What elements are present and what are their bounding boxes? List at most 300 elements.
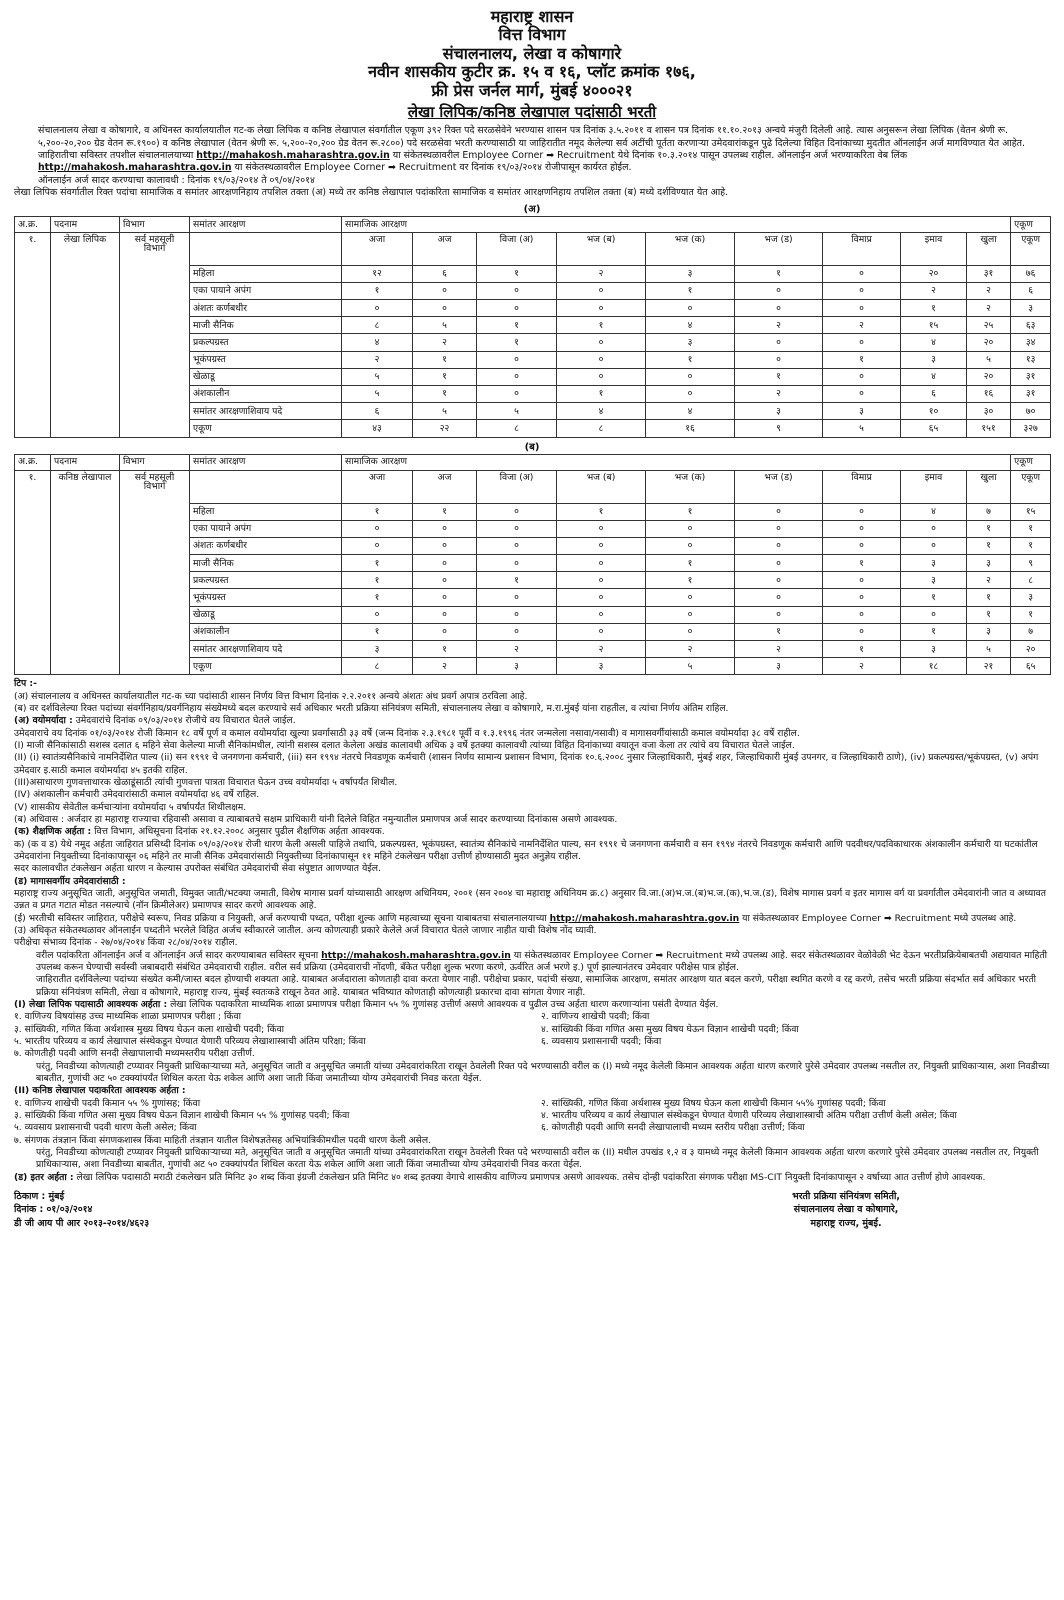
value-cell: २ — [823, 658, 901, 675]
value-cell: ३ — [901, 555, 967, 572]
value-cell: ० — [823, 537, 901, 554]
directorate: संचालनालय, लेखा व कोषागारे — [442, 43, 622, 63]
value-cell: १ — [646, 351, 735, 368]
category-header-row — [15, 470, 1051, 503]
list-item: ७. संगणक तंत्रज्ञान किंवा संगणकशास्त्र किंवा माहिती तंत्रज्ञान यातील विशेषज्ञतेसह अभियांत्रिकीमधील पदवी धारण केली असेल. — [14, 1134, 432, 1146]
value-cell: ४ — [557, 403, 646, 420]
note: (I) माजी सैनिकांसाठी सशस्त्र दलात ६ महिने सेवा केलेल्या माजी सैनिकांमधील, त्यांनी सशस्त्र दलात केलेला अखंड कालावधी अधिक ३ वर्षे इतक्या कालावधी त्यांच्या विहित दिनांकाच्या वयातून वजा केला तर त्यांचे वय विचारात घेतले जाईल. — [14, 740, 795, 752]
value-cell: १ — [646, 555, 735, 572]
website-link[interactable]: http://mahakosh.maharashtra.gov.in — [196, 150, 390, 162]
value-cell: ३ — [646, 334, 735, 351]
table-a-label: (अ) — [523, 203, 541, 215]
category-header: इमाव — [901, 232, 967, 265]
value-cell: ९ — [735, 420, 823, 437]
value-cell: ० — [735, 606, 823, 623]
parallel-reservation-header: समांतर आरक्षण — [190, 216, 342, 232]
category-header: अजा — [342, 470, 413, 503]
value-cell: ० — [413, 300, 477, 317]
value-cell: १८ — [901, 658, 967, 675]
value-cell: ३ — [967, 623, 1011, 640]
value-cell: १ — [735, 265, 823, 282]
value-cell: २ — [967, 572, 1011, 589]
value-cell: १ — [413, 641, 477, 658]
value-cell: १ — [823, 351, 901, 368]
value-cell: १५ — [901, 317, 967, 334]
age-heading: (अ) वयोमर्यादा : — [14, 715, 73, 727]
value-cell: ५ — [823, 420, 901, 437]
value-cell: ० — [477, 623, 557, 640]
value-cell: ० — [823, 503, 901, 520]
row-label: महिला — [190, 265, 342, 282]
category-header: भज (ड) — [735, 470, 823, 503]
value-cell: ३० — [967, 403, 1011, 420]
value-cell: १ — [823, 555, 901, 572]
note: वरील पदांकरिता ऑनलाईन अर्ज व ऑनलाईन अर्ज सादर करण्याबाबत सविस्तर सूचना http://mahakosh.maharashtra.gov.in या संकेतस्थळावर Employee Corner ➡ Recruitment मध्ये उपलब्ध आहे. सदर संकेतस्थळावर वेळोवेळी भेट देऊन भरतीप्रक्रियेबाबतची अद्ययावत माहिती उपलब्ध करून घेण्याची सर्वस्वी जबाबदारी संबंधित उमेदवाराची राहील. वरील सर्व प्रक्रिया (उमेदवाराची नोंदणी, बँकेत परीक्षा शुल्क भरणा करणे, ऊर्वरित अर्ज भरणे इ.) पूर्ण झाल्यानंतरच उमेदवार परीक्षेस पात्र होईल. — [36, 949, 1047, 973]
row-label: अंशकालीन — [190, 623, 342, 640]
value-cell: ० — [646, 623, 735, 640]
list-item: ३. सांख्यिकी किंवा गणित असा मुख्य विषय घेऊन विज्ञान शाखेची किमान ५५ % गुणांसह पदवी; किंवा — [14, 1109, 350, 1121]
value-cell: ० — [646, 520, 735, 537]
value-cell: ४ — [901, 368, 967, 385]
value-cell: ० — [557, 572, 646, 589]
category-header: भज (क) — [646, 470, 735, 503]
value-cell: ० — [823, 282, 901, 299]
value-cell: १ — [477, 265, 557, 282]
value-cell: १ — [413, 351, 477, 368]
value-cell: ० — [557, 282, 646, 299]
note: (ब) वर दर्शविलेल्या रिक्त पदांच्या संवर्गनिहाय/प्रवर्गनिहाय संख्येमध्ये बदल करण्याचे सर्व अधिकार भरती प्रक्रिया संनियंत्रण समिती, संचालनालय लेखा व कोषागारे, म.रा.मुंबई यांना राहतील, व त्यांचा निर्णय अंतिम राहिल. — [14, 703, 729, 715]
accountant-qualification-heading: (II) कनिष्ठ लेखापाल पदाकरिता आवश्यक अर्हता : — [14, 1085, 186, 1097]
notes: टिप :- (अ) संचालनालय व अधिनस्त कार्यालयातील गट-क च्या पदांसाठी शासन निर्णय वित्त विभाग दिनांक २.२.२०११ अन्वये अंशतः अंध प्रवर्ग अपात्र ठरविला आहे. (ब) वर दर्शविलेल्या रिक्त पदांच्या संवर्गनिहाय/प्रवर्गनिहाय संख्येमध्ये बदल करण्याचे सर्व अधिकार भरती प्रक्रिया संनियंत्रण समिती, संचालनालय लेखा व कोषागारे, म.रा.मुंबई यांना राहतील, व त्यांचा निर्णय अंतिम राहिल. (अ) वयोमर्यादा : उमेदवारांचे दिनांक ०९/०३/२०१४ रोजीचे वय विचारात घेतले जाईल. उमेदवाराचे वय दिनांक ०१/०३/२०१४ रोजी किमान १८ वर्षे पूर्ण व कमाल वयोमर्यादा खुल्या प्रवर्गासाठी ३३ वर्षे (जन्म दिनांक २.३.१९८१ पूर्वी व १.३.१९९६ नंतर जन्मलेला नसावा/नसावी) व मागासवर्गीयांसाठी कमाल वयोमर्यादा ३८ वर्षे राहील. (I) माजी सैनिकांसाठी सशस्त्र दलात ६ महिने सेवा केलेल्या माजी सैनिकांमधील, त्यांनी सशस्त्र दलात केलेला अखंड कालावधी अधिक ३ वर्षे इतक्या कालावधी त्यांच्या विहित दिनांकाच्या वयातून वजा केला तर त्यांचे वय विचारात घेतले जाईल. (II) (i) स्वातंत्र्यसैनिकांचे नामनिर्देशित पाल्य (ii) सन १९९१ चे जनगणना कर्मचारी, (iii) सन १९९४ नंतरचे निवडणूक कर्मचारी (शासन निर्णय सामान्य प्रशासन विभाग, दिनांक १०.६.२००८ नुसार जिल्हाधिकारी, मुंबई शहर, जिल्हाधिकारी मुंबई उपनगर, व जिल्हाधिकारी ठाणे), (iv) प्रकल्पग्रस्त/भूकंपग्रस्त, (v) अपंग उमेदवार इ.साठी कमाल वयोमर्यादा ४५ इतकी राहिल. (III)असाधारण गुणवत्ताधारक खेळाडूंसाठी त्यांची गुणवत्ता पात्रता विचारात घेऊन उच्च वयोमर्यादा ५ वर्षापर्यंत शिथील. (IV) अंशकालीन कर्मचारी उमेदवारांसाठी कमाल वयोमर्यादा ४६ वर्षे राहिल. (V) शासकीय सेवेतील कर्मचाऱ्यांना वयोमर्यादा ५ वर्षापर्यंत शिथीलक्षम. (ब) अधिवास : अर्जदार हा महाराष्ट्र राज्याचा रहिवासी असावा व त्याबाबतचे सक्षम प्राधिकारी यांनी दिलेले विहित नमुन्यातील प्रमाणपत्र अर्ज सादर करण्याच्या दिनांकास असणे आवश्यक. (क) शैक्षणिक अर्हता : वित्त विभाग, अधिसूचना दिनांक २१.१२.२००८ अनुसार पुढील शैक्षणिक अर्हता आवश्यक. क) (क व ड) येथे नमूद अर्हता जाहिरात प्रसिध्दी दिनांक ०९/०३/२०१४ रोजी धारण केली असली पाहिजे तथापि, प्रकल्पग्रस्त, भूकंपग्रस्त, स्वातंत्र्य सैनिकांचे नामनिर्देशित पाल्य, सन १९९१ चे जनगणना कर्मचारी व सन १९९४ नंतरचे निवडणूक कर्मचारी आणि पदवीधर/पदविकाधारक अंशकालीन कर्मचारी या घटकांतील उमेदवारांना नियुक्तीच्या दिनांकापासून ०६ महिने तर माजी सैनिक उमेदवारांसाठी नियुक्तीच्या दिनांकापासून ११ महिने टंकलेखन परीक्षा उत्तीर्ण होण्यासाठी मुदत अनुज्ञेय राहील. सदर कालावधीत टंकलेखन अर्हता धारण न केल्यास उपरोक्त संबंधित उमेदवारांची सेवा संपुष्टात आणण्यात येईल. (ड) मागासवर्गीय उमेदवारांसाठी : महाराष्ट्र राज्य अनुसूचित जाती, अनुसूचित जमाती, विमुक्त जाती/भटक्या जमाती, विशेष मागास प्रवर्ग यांच्यासाठी आरक्षण अधिनियम, २००१ (सन २००४ चा महाराष्ट्र अधिनियम क्र.८) अनुसार वि.जा.(अ)भ.ज.(ब)भ.ज.(क),भ.ज.(ड), विशेष मागास प्रवर्ग व इतर मागास वर्ग या प्रवर्गातील उमेदवारांनी जात व अध्यावत उन्नत व प्रगत गटात मोडत नसल्याचे (नॉन क्रिमीलेअर) प्रमाणपत्र सादर करणे आवश्यक आहे. (ई) भरतीची सविस्तर जाहिरात, परीक्षेचे स्वरूप, निवड प्रक्रिया व नियुक्ती, अर्ज करण्याची पध्दत, परीक्षा शुल्क आणि महत्वाच्या सूचना याबाबतचा संचालनालयाच्या http://mahakosh.maharashtra.gov.in या संकेतस्थळावर Employee Corner ➡ Recruitment मध्ये उपलब्ध आहे. (उ) अधिकृत संकेतस्थळावर ऑनलाईन पध्दतीने भरलेले विहित अर्जच स्वीकारले जातील. अन्य कोणत्याही प्रकारे केलेले अर्ज विचारात घेतले जाणार नाहीत याची विशेष नोंद घ्यावी. परीक्षेचा संभाव्य दिनांक - २७/०४/२०१४ किंवा २८/०४/२०१४ राहील. वरील पदांकरिता ऑनलाईन अर्ज व ऑनलाईन अर्ज सादर करण्याबाबत सविस्तर सूचना http://mahakosh.maharashtra.gov.in या संकेतस्थळावर Employee Corner ➡ Recruitment मध्ये उपलब्ध आहे. सदर संकेतस्थळावर वेळोवेळी भेट देऊन भरतीप्रक्रियेबाबतची अद्ययावत माहिती उपलब्ध करून घेण्याची सर्वस्वी जबाबदारी संबंधित उमेदवाराची राहील. वरील सर्व प्रक्रिया (उमेदवाराची नोंदणी, बँकेत परीक्षा शुल्क भरणा करणे, ऊर्वरित अर्ज भरणे इ.) पूर्ण झाल्यानंतरच उमेदवार परीक्षेस पात्र होईल. जाहिरातीत दर्शविलेल्या पदांच्या संख्येत कमी/जास्त बदल होण्याची शक्यता आहे. याबाबत अर्जदाराला कोणताही दावा करता येणार नाही. परीक्षेचा प्रकार, पदांची संख्या, सामाजिक आरक्षण, समांतर आरक्षण यात बदल करणे, परीक्षा स्थगित करणे व रद्द करणे, तसेच भरती प्रक्रिया संदर्भात सर्व अधिकार भरती प्रक्रिया संनियंत्रण समिती, लेखा व कोषागारे, महाराष्ट्र राज्य, मुंबई स्वतःकडे राखून ठेवत आहे. याबाबत भविष्यात कोणताही कोणत्याही प्रकारचा दावा सांगता येणार नाही. (I) लेखा लिपिक पदासाठी आवश्यक अर्हता : लेखा लिपिक पदाकरिता माध्यमिक शाळा प्रमाणपत्र परीक्षा किमान ५५ % गुणांसह उत्तीर्ण असणे आवश्यक व पुढील उच्च अर्हता धारण करणाऱ्यांना पसंती देण्यात येईल. १. वाणिज्य विषयांसह उच्च माध्यमिक शाळा प्रमाणपत्र परीक्षा ; किंवा २. वाणिज्य शाखेची पदवी; किंवा ३. सांख्यिकी, गणित किंवा अर्थशास्त्र मुख्य विषय घेऊन कला शाखेची पदवी; किंवा ४. सांख्यिकी किंवा गणित असा मुख्य विषय घेऊन विज्ञान शाखेची पदवी; किंवा ५. भारतीय परिव्यय व कार्य लेखापाल संस्थेकडून घेण्यात येणारी परिव्यय लेखाशास्त्राची अंतिम परिक्षा; किंवा ६. व्यवसाय प्रशासनाची पदवी; किंवा ७. कोणतीही पदवी आणि सनदी लेखापालाची मध्यमस्तरीय परीक्षा उत्तीर्ण. परंतु, निवडीच्या कोणत्याही टप्प्यावर नियुक्ती प्राधिकाऱ्याच्या मते, अनुसूचित जाती व अनुसूचित जमाती यांच्या उमेदवारांकरिता राखून ठेवलेली रिक्त पदे भरण्यासाठी वरील क (I) मध्ये नमूद केलेली किमान आवश्यक अर्हता धारण करणारे पुरेसे उमेदवार उपलब्ध नसतील तर, नियुक्ती प्राधिकाऱ्यास, अशा निवडीच्या बाबतीत, गुणांची अट ५० टक्क्यांपर्यंत शिथिल करता येऊ शकेल आणि अशा जाती किंवा जमातीच्या योग्य उमेदवारांची निवड करता येईल. (II) कनिष्ठ लेखापाल पदाकरिता आवश्यक अर्हता : १. वाणिज्य शाखेची पदवी किमान ५५ % गुणांसह; किंवा २. सांख्यिकी, गणित किंवा अर्थशास्त्र मुख्य विषय घेऊन कला शाखेची किमान ५५% गुणांसह पदवी; किंवा ३. सांख्यिकी किंवा गणित असा मुख्य विषय घेऊन विज्ञान शाखेची किमान ५५ % गुणांसह पदवी; किंवा ४. भारतीय परिव्यय व कार्य लेखापाल संस्थेकडून घेण्यात येणारी परिव्यय लेखाशास्त्राची अंतिम परीक्षा उत्तीर्ण केली असेल; किंवा ५. व्यवसाय प्रशासनाची पदवी धारण केली असेल; किंवा ६. कोणतीही पदवी आणि सनदी लेखापालाची मध्यम स्तरीय परीक्षा उत्तीर्ण; किंवा ७. संगणक तंत्रज्ञान किंवा संगणकशास्त्र किंवा माहिती तंत्रज्ञान यातील विशेषज्ञतेसह अभियांत्रिकीमधील पदवी धारण केली असेल. परंतु, निवडीच्या कोणत्याही टप्प्यावर नियुक्ती प्राधिकाऱ्याच्या मते, अनुसूचित जाती व अनुसूचित जमाती यांच्या उमेदवारांकरिता राखून ठेवलेली रिक्त पदे भरण्यासाठी वरील क (II) मधील उपखंड १,२ व ३ यामध्ये नमूद केलेली किमान आवश्यक अर्हता धारण करणारे पुरेसे उमेदवार उपलब्ध नसतील तर, नियुक्ती प्राधिकाऱ्यास, अशा निवडीच्या बाबतीत, गुणांची अट ५० टक्क्यांपर्यंत शिथिल करता येऊ शकेल आणि अशा जाती किंवा जमातीच्या योग्य उमेदवारांची निवड करता येईल. (ड) इतर अर्हता : लेखा लिपिक पदासाठी मराठी टंकलेखन प्रति मिनिट ३० शब्द किंवा इंग्रजी टंकलेखन प्रति मिनिट ४० शब्द इतक्या वेगाचे शासकीय वाणिज्य प्रमाणपत्र असणे आवश्यक. तसेच दोन्ही पदांकरिता संगणक परीक्षा MS-CIT नियुक्ती दिनांकापासून २ वर्षाच्या आत उत्तीर्ण होणे आवश्यक. — [14, 678, 1050, 1183]
value-cell: १ — [557, 503, 646, 520]
serial-header: अ.क्र. — [15, 216, 51, 232]
intro-website-paragraph: जाहिरातीचा सविस्तर तपशील संचालनालयाच्या http://mahakosh.maharashtra.gov.in या संकेतस्थळावरील Employee Corner ➡ Recruitment येथे दिनांक १०.३.२०१४ पासून उपलब्ध राहील. ऑनलाईन अर्ज भरण्याकरिता वेब लिंक http://mahakosh.maharashtra.gov.in या संकेतस्थळावरील Employee Corner ➡ Recruitment वर दिनांक १९/०३/२०१४ रोजीपासून कार्यरत होईल. — [38, 150, 908, 174]
note: क) (क व ड) येथे नमूद अर्हता जाहिरात प्रसिध्दी दिनांक ०९/०३/२०१४ रोजी धारण केली असली पाहिजे तथापि, प्रकल्पग्रस्त, भूकंपग्रस्त, स्वातंत्र्य सैनिकांचे नामनिर्देशित पाल्य, सन १९९१ चे जनगणना कर्मचारी व सन १९९४ नंतरचे निवडणूक कर्मचारी आणि पदवीधर/पदविकाधारक अंशकालीन कर्मचारी या घटकांतील उमेदवारांना नियुक्तीच्या दिनांकापासून ०६ महिने तर माजी सैनिक उमेदवारांसाठी नियुक्तीच्या दिनांकापासून ११ महिने टंकलेखन परीक्षा उत्तीर्ण होण्यासाठी मुदत अनुज्ञेय राहील. — [14, 838, 1038, 862]
table-header-row — [15, 454, 1051, 470]
value-cell: ० — [735, 503, 823, 520]
row-label: एकूण — [190, 658, 342, 675]
value-cell: २० — [967, 368, 1011, 385]
category-header: इमाव — [901, 470, 967, 503]
value-cell: ० — [413, 572, 477, 589]
table-header-row — [15, 216, 1051, 232]
value-cell: ० — [413, 555, 477, 572]
note: (II) (i) स्वातंत्र्यसैनिकांचे नामनिर्देशित पाल्य (ii) सन १९९१ चे जनगणना कर्मचारी, (iii) सन १९९४ नंतरचे निवडणूक कर्मचारी (शासन निर्णय सामान्य प्रशासन विभाग, दिनांक १०.६.२००८ नुसार जिल्हाधिकारी, मुंबई शहर, जिल्हाधिकारी मुंबई उपनगर, व जिल्हाधिकारी ठाणे), (iv) प्रकल्पग्रस्त/भूकंपग्रस्त, (v) अपंग उमेदवार इ.साठी कमाल वयोमर्यादा ४५ इतकी राहिल. — [14, 752, 1039, 776]
row-label: समांतर आरक्षणाशिवाय पदे — [190, 641, 342, 658]
place: ठिकाण : मुंबई — [14, 1190, 65, 1202]
value-cell: ० — [735, 520, 823, 537]
value-cell: १५ — [1011, 503, 1051, 520]
value-cell: ५ — [967, 351, 1011, 368]
value-cell: ४ — [901, 334, 967, 351]
note: परीक्षेचा संभाव्य दिनांक - २७/०४/२०१४ किंवा २८/०४/२०१४ राहील. — [14, 937, 238, 949]
value-cell: ० — [413, 282, 477, 299]
value-cell: २ — [557, 265, 646, 282]
value-cell: ० — [557, 606, 646, 623]
value-cell: २ — [413, 658, 477, 675]
backward-class-heading: (ड) मागासवर्गीय उमेदवारांसाठी : — [14, 875, 126, 887]
value-cell: १ — [735, 368, 823, 385]
value-cell: ० — [413, 589, 477, 606]
department: वित्त विभाग — [498, 25, 566, 45]
value-cell: १ — [342, 572, 413, 589]
reference-number: डी जी आय पी आर २०१३-२०१४/४६२३ — [14, 1218, 150, 1230]
value-cell: ४ — [342, 334, 413, 351]
post-cell: लेखा लिपिक — [51, 232, 120, 437]
value-cell: २ — [735, 385, 823, 402]
list-item: ४. भारतीय परिव्यय व कार्य लेखापाल संस्थेकडून घेण्यात येणारी परिव्यय लेखाशास्त्राची अंतिम परीक्षा उत्तीर्ण केली असेल; किंवा — [541, 1109, 957, 1121]
footer-left — [14, 1190, 149, 1231]
value-cell: ० — [823, 334, 901, 351]
value-cell: ० — [342, 606, 413, 623]
department-cell: सर्व महसूली विभाग — [120, 232, 190, 437]
list-item: १. वाणिज्य विषयांसह उच्च माध्यमिक शाळा प्रमाणपत्र परीक्षा ; किंवा — [14, 1011, 241, 1023]
post-header: पदनाम — [51, 454, 120, 470]
value-cell: ० — [413, 623, 477, 640]
value-cell: २० — [901, 265, 967, 282]
signatory: भरती प्रक्रिया संनियंत्रण समिती, संचालनालय लेखा व कोषागारे, महाराष्ट्र राज्य, मुंबई. — [792, 1190, 900, 1230]
notes-heading: टिप :- — [14, 678, 37, 690]
value-cell: ३ — [1011, 589, 1051, 606]
list-item: ५. भारतीय परिव्यय व कार्य लेखापाल संस्थेकडून घेण्यात येणारी परिव्यय लेखाशास्त्राची अंतिम परिक्षा; किंवा — [14, 1035, 366, 1047]
row-label: खेळाडू — [190, 368, 342, 385]
header — [14, 8, 1050, 121]
value-cell: ० — [823, 300, 901, 317]
address-line-1: नवीन शासकीय कुटीर क्र. १५ व १६, प्लॉट क्रमांक १७६, — [368, 62, 696, 82]
serial-cell: १. — [15, 232, 51, 437]
value-cell: १ — [342, 589, 413, 606]
value-cell: ३ — [646, 265, 735, 282]
value-cell: ३४ — [1011, 334, 1051, 351]
value-cell: २ — [823, 317, 901, 334]
value-cell: २ — [967, 300, 1011, 317]
social-reservation-header: सामाजिक आरक्षण — [342, 216, 1011, 232]
table-b-label: (ब) — [524, 441, 540, 453]
row-label: एकूण — [190, 420, 342, 437]
value-cell: ० — [477, 351, 557, 368]
value-cell: १ — [967, 520, 1011, 537]
value-cell: ० — [342, 537, 413, 554]
value-cell: १ — [477, 572, 557, 589]
value-cell: ८ — [1011, 572, 1051, 589]
category-header: विमाप्र — [823, 232, 901, 265]
value-cell: ० — [646, 537, 735, 554]
department-cell: सर्व महसूली विभाग — [120, 470, 190, 675]
website-link[interactable]: http://mahakosh.maharashtra.gov.in — [38, 162, 232, 174]
advertisement-title: लेखा लिपिक/कनिष्ठ लेखापाल पदांसाठी भरती — [407, 102, 657, 121]
value-cell: ३ — [342, 641, 413, 658]
list-item: ७. कोणतीही पदवी आणि सनदी लेखापालाची मध्यमस्तरीय परीक्षा उत्तीर्ण. — [14, 1048, 255, 1060]
value-cell: १३ — [1011, 351, 1051, 368]
value-cell: ४ — [646, 403, 735, 420]
value-cell: ३ — [823, 403, 901, 420]
value-cell: ३१ — [1011, 385, 1051, 402]
application-period: ऑनलाईन अर्ज सादर करण्याचा कालावधी : दिनांक १९/०३/२०१४ ते ०९/०४/२०१४ — [38, 174, 315, 186]
value-cell: ४ — [646, 317, 735, 334]
category-header: अज — [413, 232, 477, 265]
value-cell: ६३ — [1011, 317, 1051, 334]
value-cell: ० — [477, 537, 557, 554]
list-item: २. वाणिज्य शाखेची पदवी; किंवा — [541, 1011, 650, 1023]
category-header: भज (ड) — [735, 232, 823, 265]
value-cell: ० — [477, 385, 557, 402]
blank-cell — [190, 232, 342, 265]
row-label: एका पायाने अपंग — [190, 282, 342, 299]
value-cell: ५ — [646, 658, 735, 675]
value-cell: ० — [823, 606, 901, 623]
value-cell: ९ — [1011, 555, 1051, 572]
value-cell: ८ — [342, 658, 413, 675]
intro — [14, 125, 1050, 199]
value-cell: ५ — [342, 368, 413, 385]
value-cell: ४ — [901, 503, 967, 520]
value-cell: ७ — [967, 503, 1011, 520]
value-cell: २ — [967, 282, 1011, 299]
note: सदर कालावधीत टंकलेखन अर्हता धारण न केल्यास उपरोक्त संबंधित उमेदवारांची सेवा संपुष्टात आणण्यात येईल. — [14, 863, 381, 875]
value-cell: ६ — [901, 385, 967, 402]
value-cell: १ — [342, 503, 413, 520]
category-header: विजा (अ) — [477, 470, 557, 503]
value-cell: २ — [342, 351, 413, 368]
value-cell: ० — [646, 606, 735, 623]
row-label: समांतर आरक्षणाशिवाय पदे — [190, 403, 342, 420]
value-cell: ० — [735, 282, 823, 299]
category-header: एकूण — [1011, 232, 1051, 265]
value-cell: ३१ — [1011, 368, 1051, 385]
value-cell: १ — [967, 537, 1011, 554]
category-header: भज (क) — [646, 232, 735, 265]
value-cell: २ — [413, 334, 477, 351]
note: (III)असाधारण गुणवत्ताधारक खेळाडूंसाठी त्यांची गुणवत्ता पात्रता विचारात घेऊन उच्च वयोमर्यादा ५ वर्षापर्यंत शिथील. — [14, 777, 398, 789]
date: दिनांक : ०१/०३/२०१४ — [14, 1204, 93, 1216]
row-label: अंशकालीन — [190, 385, 342, 402]
value-cell: ० — [557, 351, 646, 368]
row-label: अंशतः कर्णबधीर — [190, 300, 342, 317]
value-cell: १ — [901, 589, 967, 606]
list-item: ६. व्यवसाय प्रशासनाची पदवी; किंवा — [541, 1035, 662, 1047]
category-header: विमाप्र — [823, 470, 901, 503]
value-cell: ३ — [901, 572, 967, 589]
value-cell: ० — [477, 555, 557, 572]
value-cell: ० — [735, 334, 823, 351]
value-cell: १ — [557, 317, 646, 334]
department-header: विभाग — [120, 216, 190, 232]
list-item: १. वाणिज्य शाखेची पदवी किमान ५५ % गुणांसह; किंवा — [14, 1097, 201, 1109]
value-cell: ६ — [1011, 282, 1051, 299]
value-cell: ० — [342, 520, 413, 537]
value-cell: ८ — [557, 420, 646, 437]
value-cell: ६ — [413, 265, 477, 282]
value-cell: ३ — [901, 641, 967, 658]
value-cell: ० — [557, 555, 646, 572]
social-reservation-header: सामाजिक आरक्षण — [342, 454, 1011, 470]
value-cell: ० — [901, 537, 967, 554]
govt-name: महाराष्ट्र शासन — [490, 7, 574, 26]
row-label: प्रकल्पग्रस्त — [190, 572, 342, 589]
value-cell: ० — [557, 589, 646, 606]
value-cell: ० — [413, 606, 477, 623]
other-qualification-heading: (ड) इतर अर्हता : — [14, 1171, 74, 1183]
row-label: खेळाडू — [190, 606, 342, 623]
value-cell: ० — [823, 623, 901, 640]
note: (V) शासकीय सेवेतील कर्मचाऱ्यांना वयोमर्यादा ५ वर्षापर्यंत शिथीलक्षम. — [14, 801, 247, 813]
category-header: अज — [413, 470, 477, 503]
category-header: खुला — [967, 470, 1011, 503]
value-cell: २५ — [967, 317, 1011, 334]
value-cell: ५ — [413, 317, 477, 334]
total-header: एकूण — [1011, 454, 1051, 470]
value-cell: ६५ — [901, 420, 967, 437]
value-cell: १ — [646, 503, 735, 520]
post-cell: कनिष्ठ लेखापाल — [51, 470, 120, 675]
value-cell: ० — [823, 520, 901, 537]
value-cell: २ — [735, 317, 823, 334]
list-item: ३. सांख्यिकी, गणित किंवा अर्थशास्त्र मुख्य विषय घेऊन कला शाखेची पदवी; किंवा — [14, 1023, 285, 1035]
value-cell: ३ — [901, 351, 967, 368]
value-cell: ४३ — [342, 420, 413, 437]
note: परंतु, निवडीच्या कोणत्याही टप्प्यावर नियुक्ती प्राधिकाऱ्याच्या मते, अनुसूचित जाती व अनुसूचित जमाती यांच्या उमेदवारांकरिता राखून ठेवलेली रिक्त पदे भरण्यासाठी वरील क (I) मध्ये नमूद केलेली किमान आवश्यक अर्हता धारण करणारे पुरेसे उमेदवार उपलब्ध नसतील तर, नियुक्ती प्राधिकाऱ्यास, अशा निवडीच्या बाबतीत, गुणांची अट ५० टक्क्यांपर्यंत शिथिल करता येऊ शकेल आणि अशा जाती किंवा जमातीच्या योग्य उमेदवारांची निवड करता येईल. — [36, 1060, 1050, 1084]
value-cell: ३ — [967, 555, 1011, 572]
total-header: एकूण — [1011, 216, 1051, 232]
clerk-qualification-heading: (I) लेखा लिपिक पदासाठी आवश्यक अर्हता : — [14, 998, 168, 1010]
value-cell: ५ — [967, 641, 1011, 658]
footer — [14, 1190, 1050, 1231]
value-cell: ७० — [1011, 403, 1051, 420]
list-item: ६. कोणतीही पदवी आणि सनदी लेखापालाची मध्यम स्तरीय परीक्षा उत्तीर्ण; किंवा — [541, 1122, 805, 1134]
value-cell: १ — [477, 317, 557, 334]
note: (ब) अधिवास : अर्जदार हा महाराष्ट्र राज्याचा रहिवासी असावा व त्याबाबतचे सक्षम प्राधिकारी यांनी दिलेले विहित नमुन्यातील प्रमाणपत्र अर्ज सादर करण्याच्या दिनांकास असणे आवश्यक. — [14, 814, 618, 825]
value-cell: ३ — [1011, 300, 1051, 317]
category-header-row — [15, 232, 1051, 265]
value-cell: ६५ — [1011, 658, 1051, 675]
row-label: प्रकल्पग्रस्त — [190, 334, 342, 351]
value-cell: ० — [477, 282, 557, 299]
row-label: माजी सैनिक — [190, 317, 342, 334]
list-item: २. सांख्यिकी, गणित किंवा अर्थशास्त्र मुख्य विषय घेऊन कला शाखेची किमान ५५% गुणांसह पदवी; किंवा — [541, 1097, 886, 1109]
value-cell: १६ — [967, 385, 1011, 402]
category-header: भज (ब) — [557, 470, 646, 503]
value-cell: ५ — [342, 385, 413, 402]
value-cell: २ — [646, 641, 735, 658]
value-cell: ० — [557, 623, 646, 640]
website-link[interactable]: http://mahakosh.maharashtra.gov.in — [321, 949, 511, 961]
department-header: विभाग — [120, 454, 190, 470]
value-cell: ० — [413, 537, 477, 554]
value-cell: २ — [901, 282, 967, 299]
note: जाहिरातीत दर्शविलेल्या पदांच्या संख्येत कमी/जास्त बदल होण्याची शक्यता आहे. याबाबत अर्जदाराला कोणताही दावा करता येणार नाही. परीक्षेचा प्रकार, पदांची संख्या, सामाजिक आरक्षण, समांतर आरक्षण यात बदल करणे, परीक्षा स्थगित करणे व रद्द करणे, तसेच भरती प्रक्रिया संदर्भात सर्व अधिकार भरती प्रक्रिया संनियंत्रण समिती, लेखा व कोषागारे, महाराष्ट्र राज्य, मुंबई स्वतःकडे राखून ठेवत आहे. याबाबत भविष्यात कोणताही कोणत्याही प्रकारचा दावा सांगता येणार नाही. — [36, 974, 1036, 998]
row-label: अंशतः कर्णबधीर — [190, 537, 342, 554]
value-cell: ० — [735, 300, 823, 317]
note: (अ) संचालनालय व अधिनस्त कार्यालयातील गट-क च्या पदांसाठी शासन निर्णय वित्त विभाग दिनांक २.२.२०११ अन्वये अंशतः अंध प्रवर्ग अपात्र ठरविला आहे. — [14, 690, 528, 702]
value-cell: २ — [477, 641, 557, 658]
blank-cell — [190, 470, 342, 503]
value-cell: १ — [901, 300, 967, 317]
value-cell: ३ — [735, 403, 823, 420]
row-label: भूकंपग्रस्त — [190, 589, 342, 606]
value-cell: ० — [477, 503, 557, 520]
serial-header: अ.क्र. — [15, 454, 51, 470]
category-header: विजा (अ) — [477, 232, 557, 265]
value-cell: ० — [823, 368, 901, 385]
value-cell: ७६ — [1011, 265, 1051, 282]
address-line-2: फ्री प्रेस जर्नल मार्ग, मुंबई ४०००२१ — [431, 80, 633, 100]
value-cell: ० — [477, 368, 557, 385]
value-cell: १ — [342, 282, 413, 299]
value-cell: ० — [735, 572, 823, 589]
category-header: खुला — [967, 232, 1011, 265]
value-cell: १ — [967, 606, 1011, 623]
value-cell: २ — [735, 641, 823, 658]
value-cell: १२ — [342, 265, 413, 282]
value-cell: ० — [557, 520, 646, 537]
value-cell: ० — [557, 334, 646, 351]
value-cell: १ — [823, 641, 901, 658]
note: महाराष्ट्र राज्य अनुसूचित जाती, अनुसूचित जमाती, विमुक्त जाती/भटक्या जमाती, विशेष मागास प्रवर्ग यांच्यासाठी आरक्षण अधिनियम, २००१ (सन २००४ चा महाराष्ट्र अधिनियम क्र.८) अनुसार वि.जा.(अ)भ.ज.(ब)भ.ज.(क),भ.ज.(ड), विशेष मागास प्रवर्ग व इतर मागास वर्ग या प्रवर्गातील उमेदवारांनी जात व अध्यावत उन्नत व प्रगत गटात मोडत नसल्याचे (नॉन क्रिमीलेअर) प्रमाणपत्र सादर करणे आवश्यक आहे. — [14, 887, 1046, 912]
value-cell: ० — [477, 520, 557, 537]
list-item: ५. व्यवसाय प्रशासनाची पदवी धारण केली असेल; किंवा — [14, 1122, 197, 1134]
value-cell: ० — [477, 589, 557, 606]
education-heading: (क) शैक्षणिक अर्हता : — [14, 826, 92, 838]
website-link[interactable]: http://mahakosh.maharashtra.gov.in — [549, 912, 740, 924]
value-cell: ३ — [557, 658, 646, 675]
value-cell: १ — [646, 282, 735, 299]
value-cell: ३ — [477, 658, 557, 675]
category-header: भज (ब) — [557, 232, 646, 265]
value-cell: २ — [557, 641, 646, 658]
value-cell: ३१ — [967, 265, 1011, 282]
value-cell: ० — [646, 300, 735, 317]
category-header: अजा — [342, 232, 413, 265]
row-label: महिला — [190, 503, 342, 520]
note: (उ) अधिकृत संकेतस्थळावर ऑनलाईन पध्दतीने भरलेले विहित अर्जच स्वीकारले जातील. अन्य कोणत्याही प्रकारे केलेले अर्ज विचारात घेतले जाणार नाहीत याची विशेष नोंद घ्यावी. — [14, 924, 597, 936]
value-cell: ० — [413, 520, 477, 537]
value-cell: ० — [735, 351, 823, 368]
row-label: एका पायाने अपंग — [190, 520, 342, 537]
value-cell: ० — [646, 368, 735, 385]
value-cell: २० — [967, 334, 1011, 351]
value-cell: १ — [1011, 606, 1051, 623]
value-cell: ५ — [477, 403, 557, 420]
value-cell: १ — [735, 623, 823, 640]
value-cell: ० — [823, 265, 901, 282]
category-header: एकूण — [1011, 470, 1051, 503]
reservation-table-b — [14, 454, 1051, 676]
value-cell: ० — [735, 589, 823, 606]
value-cell: ० — [823, 589, 901, 606]
reservation-table-a — [14, 216, 1051, 438]
value-cell: ० — [735, 555, 823, 572]
value-cell: ८ — [477, 420, 557, 437]
value-cell: ० — [646, 589, 735, 606]
note: परंतु, निवडीच्या कोणत्याही टप्प्यावर नियुक्ती प्राधिकाऱ्याच्या मते, अनुसूचित जाती व अनुसूचित जमाती यांच्या उमेदवारांकरिता राखून ठेवलेली रिक्त पदे भरण्यासाठी वरील क (II) मधील उपखंड १,२ व ३ यामध्ये नमूद केलेली किमान आवश्यक अर्हता धारण करणारे पुरेसे उमेदवार उपलब्ध नसतील तर, नियुक्ती प्राधिकाऱ्यास, अशा निवडीच्या बाबतीत, गुणांची अट ५० टक्क्यांपर्यंत शिथिल करता येऊ शकेल आणि अशा जाती किंवा जमातीच्या योग्य उमेदवारांची निवड करता येईल. — [36, 1146, 1039, 1171]
accountant-qualification-list — [14, 1098, 1050, 1135]
value-cell: १ — [1011, 520, 1051, 537]
clerk-qualification-list — [14, 1011, 1050, 1060]
value-cell: २२ — [413, 420, 477, 437]
value-cell: १ — [646, 572, 735, 589]
value-cell: ० — [342, 300, 413, 317]
value-cell: १० — [901, 403, 967, 420]
row-label: भूकंपग्रस्त — [190, 351, 342, 368]
value-cell: १ — [413, 385, 477, 402]
parallel-reservation-header: समांतर आरक्षण — [190, 454, 342, 470]
value-cell: १६ — [646, 420, 735, 437]
value-cell: ० — [557, 537, 646, 554]
value-cell: ० — [735, 537, 823, 554]
value-cell: ३ — [735, 658, 823, 675]
post-header: पदनाम — [51, 216, 120, 232]
value-cell: ० — [646, 385, 735, 402]
